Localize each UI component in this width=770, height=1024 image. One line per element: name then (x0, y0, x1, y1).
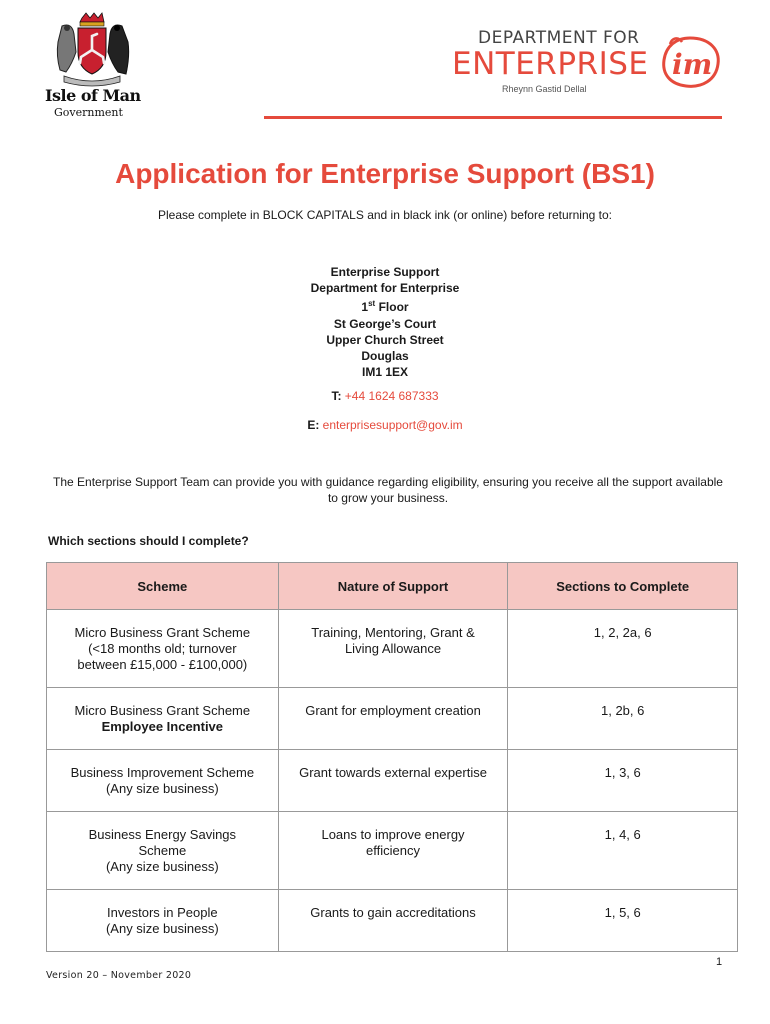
scheme-cell: Business Energy Savings Scheme (Any size business) (47, 812, 279, 890)
gov-sub: Government (54, 106, 123, 119)
address-line: IM1 1EX (361, 365, 409, 380)
phone-label: T: (331, 389, 342, 403)
email-link[interactable]: enterprisesupport@gov.im (322, 418, 463, 432)
im-mark-text: im (672, 48, 713, 81)
page-number: 1 (716, 956, 723, 968)
gov-name: Isle of Man (45, 86, 141, 105)
scheme-cell: Investors in People (Any size business) (47, 890, 279, 952)
phone-link[interactable]: +44 1624 687333 (344, 389, 439, 403)
header-support: Nature of Support (278, 563, 508, 610)
sections-cell: 1, 5, 6 (508, 890, 738, 952)
sections-cell: 1, 2, 2a, 6 (508, 610, 738, 688)
guidance-text: The Enterprise Support Team can provide you with guidance regarding eligibility, ensuring you receive all the support available to grow your business. (53, 475, 723, 505)
instruction-text: Please complete in BLOCK CAPITALS and in black ink (or online) before returning to: (157, 208, 612, 222)
support-cell: Grant towards external expertise (278, 750, 508, 812)
header-scheme: Scheme (47, 563, 279, 610)
dept-tagline: Rheynn Gastid Dellal (502, 84, 587, 94)
sections-cell: 1, 4, 6 (508, 812, 738, 890)
address-line: Enterprise Support (330, 265, 440, 279)
sections-cell: 1, 2b, 6 (508, 688, 738, 750)
support-cell: Loans to improve energy efficiency (278, 812, 508, 890)
support-cell: Grants to gain accreditations (278, 890, 508, 952)
header-sections: Sections to Complete (508, 563, 738, 610)
address-line: Douglas (361, 349, 409, 364)
table-row (47, 688, 738, 750)
support-cell: Grant for employment creation (278, 688, 508, 750)
table-row (47, 750, 738, 812)
table-row (47, 812, 738, 890)
address-line: Upper Church Street (326, 332, 444, 347)
header-rule (264, 116, 722, 119)
phone-line (0, 389, 770, 403)
table-row (47, 890, 738, 952)
scheme-cell: Micro Business Grant Scheme Employee Incentive (47, 688, 279, 750)
address-line-floor: 1st Floor (361, 299, 409, 315)
version-text: Version 20 – November 2020 (46, 970, 192, 981)
table-header-row (47, 563, 738, 610)
dept-top: DEPARTMENT FOR (478, 28, 640, 48)
im-mark-icon (658, 34, 722, 90)
scheme-cell: Business Improvement Scheme (Any size business) (47, 750, 279, 812)
scheme-cell: Micro Business Grant Scheme (<18 months old; turnover between £15,000 - £100,000) (47, 610, 279, 688)
support-cell: Training, Mentoring, Grant & Living Allowance (278, 610, 508, 688)
address-line: Department for Enterprise (310, 281, 460, 296)
email-label: E: (307, 418, 320, 432)
dept-main: ENTERPRISE (452, 46, 649, 82)
schemes-table (46, 562, 738, 952)
dept-logo (452, 28, 732, 98)
address-line: St George’s Court (333, 316, 437, 331)
table-row (47, 610, 738, 688)
page-title: Application for Enterprise Support (BS1) (115, 158, 655, 189)
return-address (0, 264, 770, 380)
email-line (0, 418, 770, 432)
sections-cell: 1, 3, 6 (508, 750, 738, 812)
section-heading: Which sections should I complete? (48, 534, 249, 548)
